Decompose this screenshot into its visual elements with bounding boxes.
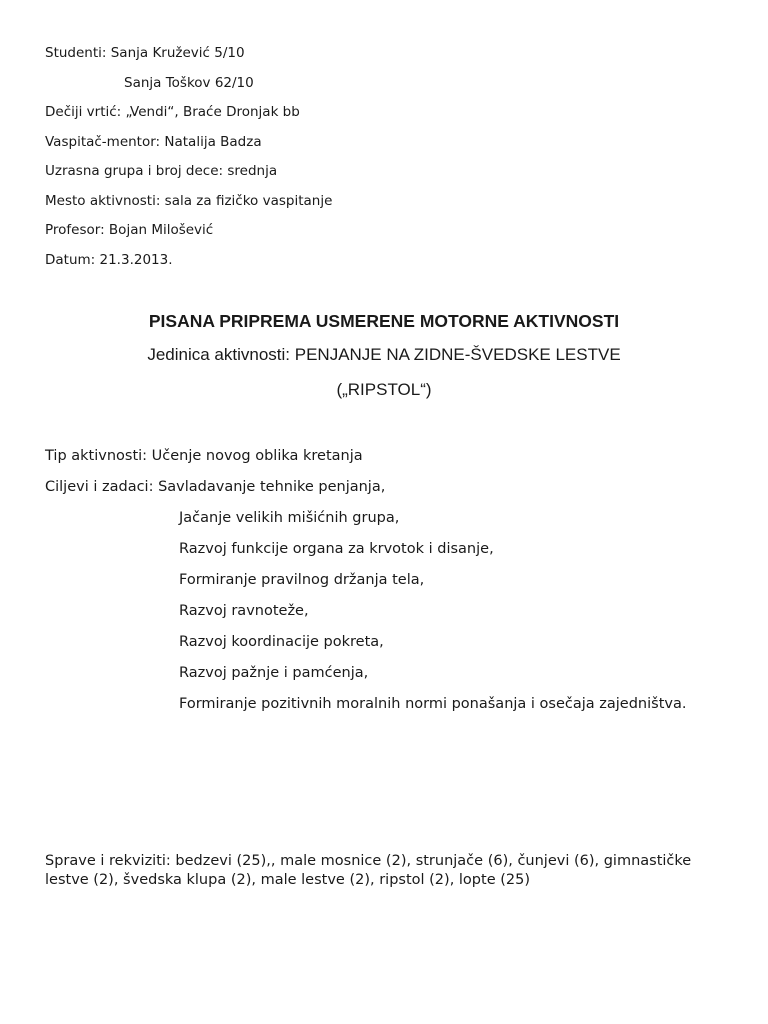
students-line-2: Sanja Toškov 62/10 [124, 75, 254, 91]
group-line: Uzrasna grupa i broj dece: srednja [45, 163, 278, 179]
goal-item: Formiranje pozitivnih moralnih normi ponašanja i osečaja zajedništva. [179, 696, 687, 712]
students-line: Studenti: Sanja Kružević 5/10 [45, 45, 245, 61]
equipment-paragraph: Sprave i rekviziti: bedzevi (25),, male mosnice (2), strunjače (6), čunjevi (6), gimnastičke lestve (2), švedska klupa (2), male lestve (2), ripstol (2), lopte (25) [45, 853, 692, 888]
goal-item: Razvoj funkcije organa za krvotok i disanje, [179, 541, 494, 557]
activity-unit-subtitle: („RIPSTOL“) [336, 380, 432, 399]
kindergarten-line: Dečiji vrtić: „Vendi“, Braće Dronjak bb [45, 104, 300, 120]
professor-line: Profesor: Bojan Milošević [45, 222, 214, 238]
activity-unit-title [0, 345, 768, 365]
mentor-line: Vaspitač-mentor: Natalija Badza [45, 134, 262, 150]
document-title: PISANA PRIPREMA USMERENE MOTORNE AKTIVNOSTI [148, 311, 620, 331]
goals-first-line: Ciljevi i zadaci: Savladavanje tehnike penjanja, [45, 479, 386, 495]
activity-unit-value: PENJANJE NA ZIDNE-ŠVEDSKE LESTVE [290, 345, 621, 364]
activity-unit-label: Jedinica aktivnosti: [147, 345, 291, 364]
activity-type: Tip aktivnosti: Učenje novog oblika kretanja [45, 448, 363, 464]
goal-item: Razvoj pažnje i pamćenja, [179, 665, 369, 681]
goal-item: Razvoj koordinacije pokreta, [179, 634, 384, 650]
date-line: Datum: 21.3.2013. [45, 252, 173, 268]
goal-item: Formiranje pravilnog držanja tela, [179, 572, 425, 588]
place-line: Mesto aktivnosti: sala za fizičko vaspitanje [45, 193, 333, 209]
goal-item: Jačanje velikih mišićnih grupa, [179, 510, 400, 526]
goal-item: Razvoj ravnoteže, [179, 603, 309, 619]
